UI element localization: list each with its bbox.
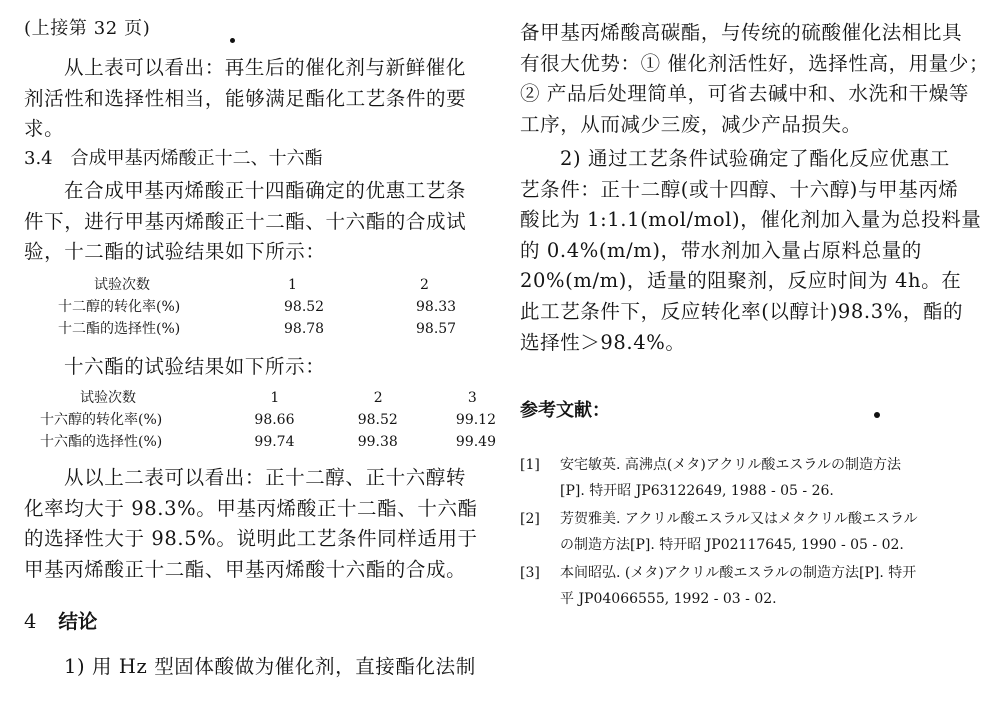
table-header-row [58,274,456,296]
table-cell: 十二醇的转化率(%) [58,299,181,315]
text-line: 安宅敏英. 高沸点(メタ)アクリル酸エスラルの制造方法 [560,457,901,473]
results-table-dodecyl [58,274,456,340]
table-cell: 98.52 [284,299,325,315]
table-cell: 99.12 [455,412,496,428]
text-line: 选择性＞98.4%。 [520,330,686,354]
table-cell: 98.78 [284,321,325,337]
reference-number: [2] [520,511,540,527]
text-line: 从以上二表可以看出：正十二醇、正十六醇转 [64,466,467,489]
table-row [58,318,456,340]
table-cell: 十二酯的选择性(%) [58,321,181,337]
reference-item [520,452,980,504]
text-line: 2) 通过工艺条件试验确定了酯化反应优惠工 [560,147,950,170]
paragraph-conclusion-1: 1) 用 Hz 型固体酸做为催化剂，直接酯化法制 [64,655,476,678]
text-line: 酸比为 1:1.1(mol/mol)，催化剂加入量为总投料量 [520,208,982,232]
references-heading: 参考文献： [520,400,610,421]
table-header-cell: 1 [288,277,297,293]
section-heading-3-4 [24,143,323,175]
text-line: 工序，从而减少三废，减少产品损失。 [520,112,862,136]
results-table-hexadecyl [40,387,496,453]
section-title: 结论 [58,610,98,633]
text-line: 件下，进行甲基丙烯酸正十二酯、十六酯的合成试 [24,209,467,233]
paragraph-conclusion-tables [24,463,478,585]
table-header-cell: 3 [467,390,477,406]
table-row [40,409,496,431]
paragraph-advantages [520,18,989,140]
text-line: 此工艺条件下，反应转化率(以醇计)98.3%，酯的 [520,299,964,323]
table-row [58,296,456,318]
table-cell: 十六酯的选择性(%) [40,434,163,450]
continued-note: (上接第 32 页) [24,18,151,39]
reference-number: [1] [520,457,540,473]
reference-number: [3] [520,565,540,581]
text-line: 20%(m/m)，适量的阻聚剂，反应时间为 4h。在 [520,269,962,293]
paragraph-hexadecyl-intro: 十六酯的试验结果如下所示： [64,355,326,378]
table-row [40,431,496,453]
text-line: 在合成甲基丙烯酸正十四酯确定的优惠工艺条 [64,179,467,202]
paragraph-conditions [520,144,981,358]
text-line: 的选择性大于 98.5%。说明此工艺条件同样适用于 [24,527,478,551]
text-line: 备甲基丙烯酸高碳酯，与传统的硫酸催化法相比具 [520,21,963,44]
table-header-cell: 2 [373,390,383,406]
text-line: 的 0.4%(m/m)，带水剂加入量占原料总量的 [520,238,922,262]
text-line: 从上表可以看出：再生后的催化剂与新鲜催化 [64,56,467,79]
table-cell: 98.52 [357,412,398,428]
table-cell: 99.74 [254,434,295,450]
text-line: 甲基丙烯酸正十二酯、甲基丙烯酸十六酯的合成。 [24,557,467,581]
table-header-row [40,387,496,409]
section-heading-4 [24,607,97,637]
reference-text [560,452,980,504]
table-header-cell: 试验次数 [80,390,136,406]
reference-item [520,506,980,558]
reference-text [560,560,980,612]
text-line: 芳贺雅美. アクリル酸エスラル又はメタクリル酸エスラル [560,511,918,527]
text-line: の制造方法[P]. 特开昭 JP02117645, 1990 - 05 - 02. [560,537,904,553]
scan-speck [230,38,235,43]
text-line: 平 JP04066555, 1992 - 03 - 02. [560,591,777,607]
table-cell: 十六醇的转化率(%) [40,412,163,428]
text-line: 求。 [24,117,65,141]
text-line: 化率均大于 98.3%。甲基丙烯酸正十二酯、十六酯 [24,496,478,520]
text-line: 验，十二酯的试验结果如下所示： [24,240,326,264]
paragraph-synthesis [24,176,466,268]
table-cell: 99.49 [455,434,496,450]
table-cell: 98.33 [416,299,457,315]
text-line: 有很大优势：① 催化剂活性好，选择性高，用量少； [520,51,990,75]
table-header-cell: 2 [420,277,429,293]
text-line: [P]. 特开昭 JP63122649, 1988 - 05 - 26. [560,483,834,499]
section-number: 3.4 [24,148,53,169]
reference-text [560,506,980,558]
table-cell: 99.38 [357,434,398,450]
paragraph-regen [24,53,466,145]
text-line: ② 产品后处理简单，可省去碱中和、水洗和干燥等 [520,82,969,106]
table-cell: 98.66 [254,412,295,428]
table-cell: 98.57 [416,321,457,337]
table-header-cell: 1 [270,390,280,406]
text-line: 艺条件：正十二醇(或十四醇、十六醇)与甲基丙烯 [520,177,959,201]
section-number: 4 [24,610,37,633]
text-line: 本间昭弘. (メタ)アクリル酸エスラルの制造方法[P]. 特开 [560,565,917,581]
section-title: 合成甲基丙烯酸正十二、十六酯 [70,148,323,169]
reference-item [520,560,980,612]
table-header-cell: 试验次数 [94,277,150,293]
text-line: 剂活性和选择性相当，能够满足酯化工艺条件的要 [24,86,467,110]
scan-speck [874,412,880,418]
